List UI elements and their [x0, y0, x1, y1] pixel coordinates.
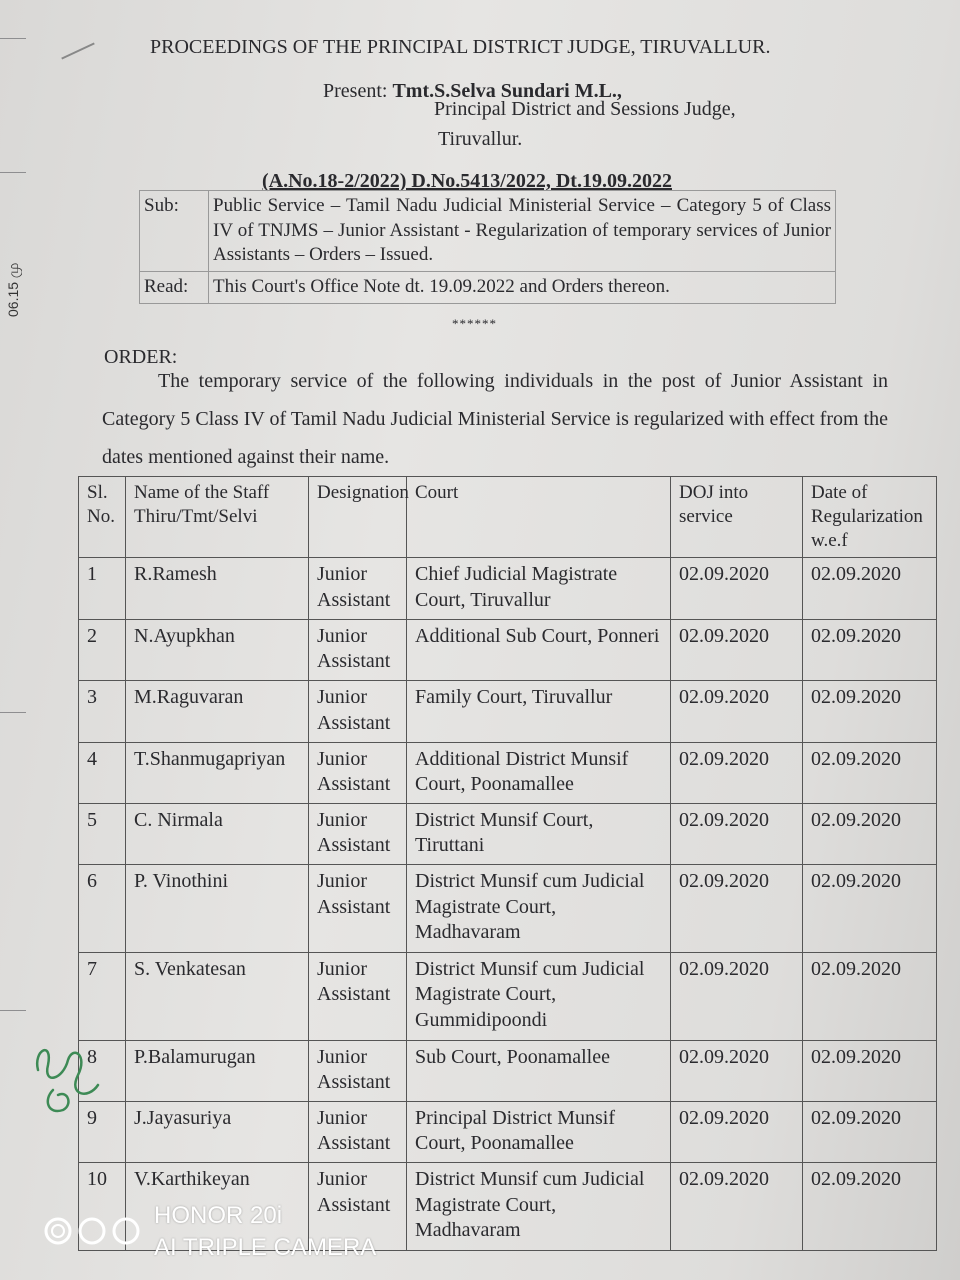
read-label: Read:: [140, 272, 209, 304]
subject-label: Sub:: [140, 191, 209, 272]
cell-regularization-date: 02.09.2020: [803, 1101, 937, 1162]
cell-designation: Junior Assistant: [309, 742, 407, 803]
order-label: ORDER:: [104, 346, 178, 368]
cell-doj: 02.09.2020: [671, 681, 803, 742]
table-row: [79, 804, 937, 865]
cell-regularization-date: 02.09.2020: [803, 619, 937, 680]
cell-sl-no: 3: [79, 681, 126, 742]
cell-doj: 02.09.2020: [671, 865, 803, 953]
header-regularization-date: Date of Regularization w.e.f: [803, 477, 937, 558]
cell-court: Additional District Munsif Court, Poonamallee: [407, 742, 671, 803]
cell-sl-no: 10: [79, 1163, 126, 1251]
cell-name: R.Ramesh: [126, 558, 309, 619]
cell-sl-no: 4: [79, 742, 126, 803]
cell-court: Family Court, Tiruvallur: [407, 681, 671, 742]
cell-name: J.Jayasuriya: [126, 1101, 309, 1162]
subject-table: [139, 190, 836, 304]
cell-regularization-date: 02.09.2020: [803, 681, 937, 742]
table-row: [79, 953, 937, 1041]
cell-designation: Junior Assistant: [309, 865, 407, 953]
cell-designation: Junior Assistant: [309, 953, 407, 1041]
order-paragraph: [102, 362, 888, 476]
cell-sl-no: 2: [79, 619, 126, 680]
cell-name: N.Ayupkhan: [126, 619, 309, 680]
cell-regularization-date: 02.09.2020: [803, 742, 937, 803]
cell-name: P.Balamurugan: [126, 1040, 309, 1101]
judge-designation: Principal District and Sessions Judge,: [434, 98, 736, 120]
staff-table-body: [79, 558, 937, 1251]
table-row: [79, 619, 937, 680]
table-row: [79, 865, 937, 953]
cell-designation: Junior Assistant: [309, 558, 407, 619]
present-label: Present:: [323, 80, 388, 102]
cell-regularization-date: 02.09.2020: [803, 1040, 937, 1101]
cell-doj: 02.09.2020: [671, 1040, 803, 1101]
table-row: [79, 1101, 937, 1162]
cell-regularization-date: 02.09.2020: [803, 1163, 937, 1251]
watermark-model: HONOR 20i: [154, 1202, 283, 1229]
header-name: Name of the Staff Thiru/Tmt/Selvi: [126, 477, 309, 558]
cell-sl-no: 9: [79, 1101, 126, 1162]
side-stamp: 06.15 மு: [5, 262, 21, 318]
cell-designation: Junior Assistant: [309, 1163, 407, 1251]
triple-camera-icon: [44, 1215, 144, 1247]
table-row: [79, 558, 937, 619]
margin-line: [0, 1010, 26, 1011]
table-row: [79, 1040, 937, 1101]
cell-name: T.Shanmugapriyan: [126, 742, 309, 803]
subject-row: [140, 191, 836, 272]
watermark-camera: AI TRIPLE CAMERA: [154, 1234, 377, 1261]
pen-mark: [61, 42, 94, 59]
signature-initial: [28, 1030, 108, 1120]
cell-designation: Junior Assistant: [309, 1101, 407, 1162]
cell-designation: Junior Assistant: [309, 681, 407, 742]
table-header-row: [79, 477, 937, 558]
header-sl-no: Sl. No.: [79, 477, 126, 558]
cell-doj: 02.09.2020: [671, 619, 803, 680]
table-row: [79, 742, 937, 803]
header-court: Court: [407, 477, 671, 558]
cell-doj: 02.09.2020: [671, 1163, 803, 1251]
read-text: This Court's Office Note dt. 19.09.2022 and Orders thereon.: [209, 272, 836, 304]
present-name: Tmt.S.Selva Sundari M.L.,: [392, 80, 622, 102]
order-text: The temporary service of the following individuals in the post of Junior Assistant in Category 5 Class IV of Tamil Nadu Judicial Ministerial Service is regularized with effect from the dates mentioned against their name.: [102, 370, 888, 468]
cell-sl-no: 5: [79, 804, 126, 865]
subject-text: Public Service – Tamil Nadu Judicial Ministerial Service – Category 5 of Class IV of TNJMS – Junior Assistant - Regularization of temporary services of Junior Assistants – Orders – Issued.: [209, 191, 836, 272]
cell-court: Sub Court, Poonamallee: [407, 1040, 671, 1101]
cell-doj: 02.09.2020: [671, 558, 803, 619]
cell-name: S. Venkatesan: [126, 953, 309, 1041]
cell-doj: 02.09.2020: [671, 953, 803, 1041]
cell-court: District Munsif Court, Tiruttani: [407, 804, 671, 865]
cell-designation: Junior Assistant: [309, 1040, 407, 1101]
staff-table: [78, 476, 937, 1251]
cell-name: V.Karthikeyan: [126, 1163, 309, 1251]
margin-line: [0, 172, 26, 173]
cell-name: P. Vinothini: [126, 865, 309, 953]
read-row: [140, 272, 836, 304]
separator-stars: ******: [452, 316, 497, 331]
cell-court: District Munsif cum Judicial Magistrate Court, Gummidipoondi: [407, 953, 671, 1041]
cell-name: M.Raguvaran: [126, 681, 309, 742]
proceedings-title: PROCEEDINGS OF THE PRINCIPAL DISTRICT JUDGE, TIRUVALLUR.: [150, 36, 771, 58]
cell-regularization-date: 02.09.2020: [803, 953, 937, 1041]
cell-sl-no: 1: [79, 558, 126, 619]
judge-place: Tiruvallur.: [438, 128, 523, 150]
cell-designation: Junior Assistant: [309, 619, 407, 680]
reference-number: (A.No.18-2/2022) D.No.5413/2022, Dt.19.09.2022: [262, 170, 672, 192]
cell-court: Chief Judicial Magistrate Court, Tiruvallur: [407, 558, 671, 619]
cell-doj: 02.09.2020: [671, 742, 803, 803]
cell-regularization-date: 02.09.2020: [803, 865, 937, 953]
cell-designation: Junior Assistant: [309, 804, 407, 865]
header-doj: DOJ into service: [671, 477, 803, 558]
margin-line: [0, 38, 26, 39]
cell-sl-no: 6: [79, 865, 126, 953]
cell-sl-no: 7: [79, 953, 126, 1041]
cell-doj: 02.09.2020: [671, 1101, 803, 1162]
margin-line: [0, 712, 26, 713]
cell-doj: 02.09.2020: [671, 804, 803, 865]
cell-sl-no: 8: [79, 1040, 126, 1101]
cell-regularization-date: 02.09.2020: [803, 558, 937, 619]
cell-regularization-date: 02.09.2020: [803, 804, 937, 865]
cell-court: District Munsif cum Judicial Magistrate Court, Madhavaram: [407, 865, 671, 953]
header-designation: Designation: [309, 477, 407, 558]
watermark-text: [154, 1200, 376, 1264]
table-row: [79, 681, 937, 742]
cell-court: District Munsif cum Judicial Magistrate Court, Madhavaram: [407, 1163, 671, 1251]
cell-court: Additional Sub Court, Ponneri: [407, 619, 671, 680]
cell-court: Principal District Munsif Court, Poonamallee: [407, 1101, 671, 1162]
cell-name: C. Nirmala: [126, 804, 309, 865]
